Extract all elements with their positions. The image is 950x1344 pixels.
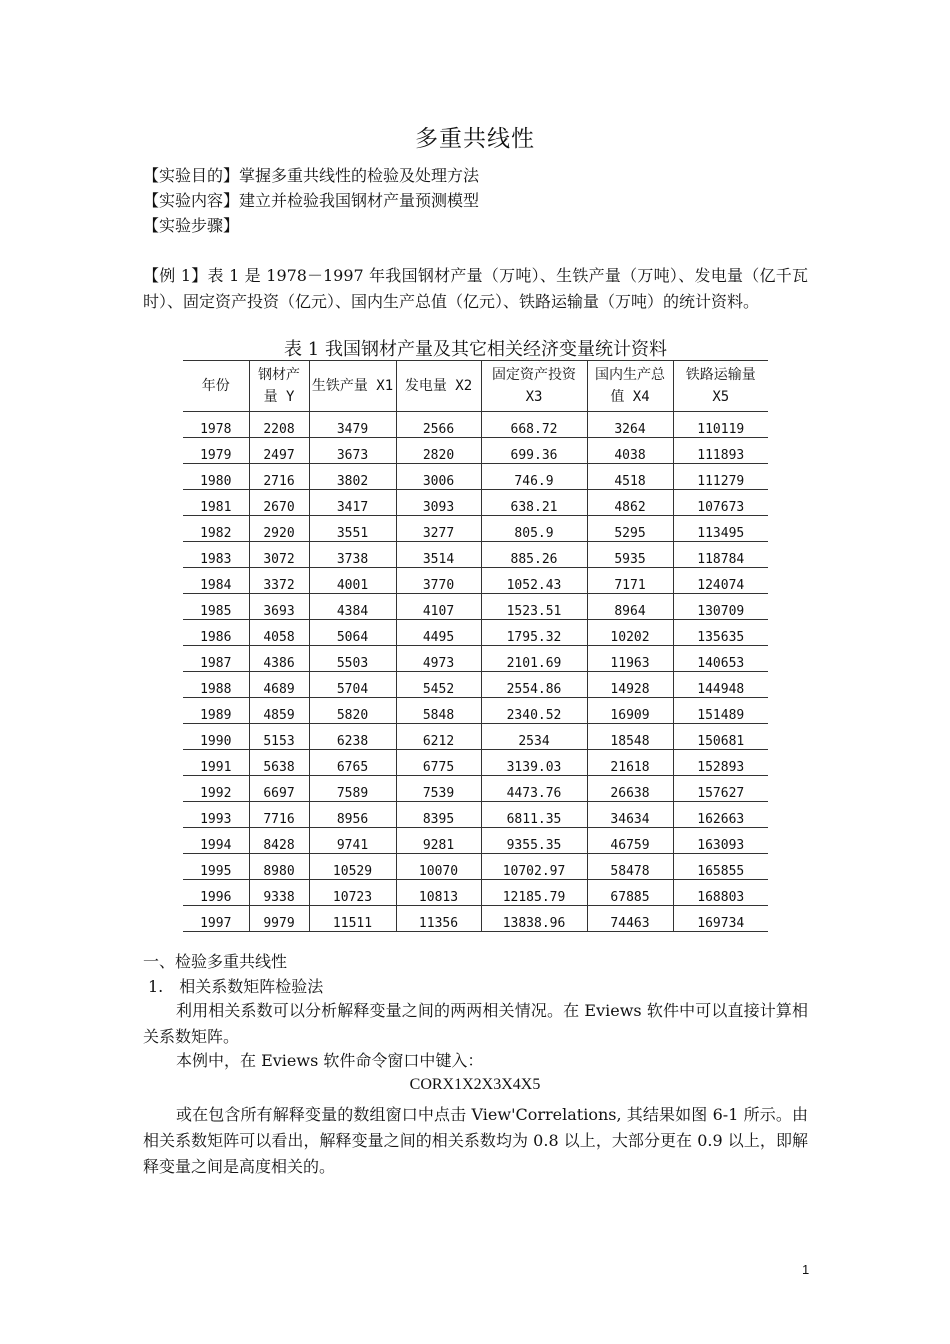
table-row (183, 594, 768, 620)
table-cell: 4473.76 (481, 776, 587, 802)
table-cell: 5153 (249, 724, 309, 750)
table-cell: 2670 (249, 490, 309, 516)
table-cell: 1978 (183, 412, 249, 438)
table-cell: 4495 (396, 620, 481, 646)
header-gdp: 国内生产总值 X4 (587, 361, 673, 412)
table-cell: 144948 (673, 672, 768, 698)
table-cell: 124074 (673, 568, 768, 594)
page-title: 多重共线性 (415, 126, 535, 152)
table-cell: 5452 (396, 672, 481, 698)
table-cell: 130709 (673, 594, 768, 620)
table-cell: 805.9 (481, 516, 587, 542)
table-cell: 638.21 (481, 490, 587, 516)
table-row (183, 490, 768, 516)
table-cell: 150681 (673, 724, 768, 750)
table-cell: 6765 (309, 750, 396, 776)
table-caption: 表 1 我国钢材产量及其它相关经济变量统计资料 (284, 339, 667, 360)
table-row (183, 776, 768, 802)
table-cell: 5638 (249, 750, 309, 776)
example-intro: 【例 1】表 1 是 1978－1997 年我国钢材产量（万吨）、生铁产量（万吨）、发电量（亿千瓦时）、固定资产投资（亿元）、国内生产总值（亿元）、铁路运输量（万吨）的统计资料。 (143, 266, 808, 311)
table-row (183, 750, 768, 776)
table-cell: 1981 (183, 490, 249, 516)
table-cell: 2208 (249, 412, 309, 438)
table-cell: 1992 (183, 776, 249, 802)
table-cell: 111893 (673, 438, 768, 464)
table-row (183, 438, 768, 464)
table-cell: 67885 (587, 880, 673, 906)
table-body (183, 412, 768, 932)
table-cell: 5935 (587, 542, 673, 568)
table-cell: 12185.79 (481, 880, 587, 906)
content-line: 【实验内容】建立并检验我国钢材产量预测模型 (143, 191, 480, 210)
table-cell: 2534 (481, 724, 587, 750)
table-cell: 152893 (673, 750, 768, 776)
header-steel: 钢材产量 Y (249, 361, 309, 412)
table-cell: 3277 (396, 516, 481, 542)
table-cell: 5064 (309, 620, 396, 646)
table-cell: 4859 (249, 698, 309, 724)
table-cell: 163093 (673, 828, 768, 854)
table-cell: 1990 (183, 724, 249, 750)
table-cell: 5848 (396, 698, 481, 724)
paragraph-command-intro: 本例中，在 Eviews 软件命令窗口中键入： (176, 1051, 484, 1070)
table-cell: 1993 (183, 802, 249, 828)
table-cell: 2101.69 (481, 646, 587, 672)
table-cell: 9979 (249, 906, 309, 932)
table-cell: 5820 (309, 698, 396, 724)
table-cell: 3072 (249, 542, 309, 568)
table-cell: 3802 (309, 464, 396, 490)
table-cell: 1997 (183, 906, 249, 932)
table-cell: 3417 (309, 490, 396, 516)
table-cell: 107673 (673, 490, 768, 516)
table-cell: 7589 (309, 776, 396, 802)
table-cell: 1986 (183, 620, 249, 646)
table-cell: 5704 (309, 672, 396, 698)
objective-line: 【实验目的】掌握多重共线性的检验及处理方法 (143, 166, 480, 185)
table-row (183, 646, 768, 672)
table-cell: 1985 (183, 594, 249, 620)
table-cell: 10813 (396, 880, 481, 906)
table-cell: 1996 (183, 880, 249, 906)
table-cell: 6697 (249, 776, 309, 802)
table-cell: 7171 (587, 568, 673, 594)
table-cell: 3738 (309, 542, 396, 568)
table-cell: 11356 (396, 906, 481, 932)
table-cell: 9281 (396, 828, 481, 854)
table-cell: 162663 (673, 802, 768, 828)
table-row (183, 880, 768, 906)
table-cell: 169734 (673, 906, 768, 932)
table-cell: 1994 (183, 828, 249, 854)
table-cell: 1991 (183, 750, 249, 776)
header-pig-iron: 生铁产量 X1 (309, 361, 396, 412)
table-cell: 135635 (673, 620, 768, 646)
header-investment: 固定资产投资 X3 (481, 361, 587, 412)
table-cell: 140653 (673, 646, 768, 672)
header-railway: 铁路运输量 X5 (673, 361, 768, 412)
table-cell: 21618 (587, 750, 673, 776)
table-cell: 168803 (673, 880, 768, 906)
table-cell: 6212 (396, 724, 481, 750)
table-cell: 4001 (309, 568, 396, 594)
table-cell: 151489 (673, 698, 768, 724)
table-cell: 1980 (183, 464, 249, 490)
table-cell: 14928 (587, 672, 673, 698)
table-cell: 9338 (249, 880, 309, 906)
table-cell: 4689 (249, 672, 309, 698)
table-row (183, 906, 768, 932)
table-row (183, 672, 768, 698)
table-cell: 2716 (249, 464, 309, 490)
table-row (183, 620, 768, 646)
table-cell: 1795.32 (481, 620, 587, 646)
table-cell: 5295 (587, 516, 673, 542)
table-cell: 3693 (249, 594, 309, 620)
table-cell: 13838.96 (481, 906, 587, 932)
table-cell: 668.72 (481, 412, 587, 438)
table-header-row (183, 361, 768, 412)
table-cell: 46759 (587, 828, 673, 854)
table-cell: 4862 (587, 490, 673, 516)
table-cell: 1983 (183, 542, 249, 568)
table-cell: 111279 (673, 464, 768, 490)
table-cell: 2920 (249, 516, 309, 542)
table-cell: 6238 (309, 724, 396, 750)
table-cell: 3514 (396, 542, 481, 568)
table-cell: 1987 (183, 646, 249, 672)
table-cell: 2340.52 (481, 698, 587, 724)
table-cell: 9741 (309, 828, 396, 854)
table-row (183, 802, 768, 828)
table-cell: 11511 (309, 906, 396, 932)
table-cell: 74463 (587, 906, 673, 932)
table-row (183, 828, 768, 854)
table-cell: 11963 (587, 646, 673, 672)
table-row (183, 516, 768, 542)
table-cell: 7716 (249, 802, 309, 828)
page-number: 1 (802, 1262, 810, 1277)
table-row (183, 854, 768, 880)
table-cell: 1988 (183, 672, 249, 698)
table-cell: 4973 (396, 646, 481, 672)
table-cell: 3479 (309, 412, 396, 438)
steps-line: 【实验步骤】 (143, 216, 240, 235)
table-cell: 8395 (396, 802, 481, 828)
table-cell: 6811.35 (481, 802, 587, 828)
table-cell: 8956 (309, 802, 396, 828)
table-row (183, 568, 768, 594)
table-row (183, 724, 768, 750)
table-cell: 4058 (249, 620, 309, 646)
table-cell: 10202 (587, 620, 673, 646)
table-cell: 2820 (396, 438, 481, 464)
table-cell: 2566 (396, 412, 481, 438)
table-cell: 10723 (309, 880, 396, 906)
table-cell: 885.26 (481, 542, 587, 568)
table-cell: 10529 (309, 854, 396, 880)
table-cell: 4518 (587, 464, 673, 490)
table-cell: 7539 (396, 776, 481, 802)
table-cell: 1982 (183, 516, 249, 542)
table-cell: 1984 (183, 568, 249, 594)
table-cell: 1979 (183, 438, 249, 464)
table-cell: 1989 (183, 698, 249, 724)
table-cell: 58478 (587, 854, 673, 880)
header-year: 年份 (183, 361, 249, 412)
table-cell: 4386 (249, 646, 309, 672)
table-cell: 3372 (249, 568, 309, 594)
table-row (183, 412, 768, 438)
table-cell: 8980 (249, 854, 309, 880)
table-cell: 699.36 (481, 438, 587, 464)
header-power: 发电量 X2 (396, 361, 481, 412)
table-cell: 5503 (309, 646, 396, 672)
table-cell: 10070 (396, 854, 481, 880)
table-cell: 9355.35 (481, 828, 587, 854)
table-cell: 3264 (587, 412, 673, 438)
table-cell: 3006 (396, 464, 481, 490)
table-cell: 6775 (396, 750, 481, 776)
table-cell: 118784 (673, 542, 768, 568)
command-text: CORX1X2X3X4X5 (409, 1076, 541, 1093)
table-cell: 8964 (587, 594, 673, 620)
table-cell: 1995 (183, 854, 249, 880)
table-cell: 157627 (673, 776, 768, 802)
paragraph-result: 或在包含所有解释变量的数组窗口中点击 View'Correlations, 其结果如图 6-1 所示。由相关系数矩阵可以看出，解释变量之间的相关系数均为 0.8 以上，大部分更在 0.9 以上，即解释变量之间是高度相关的。 (143, 1105, 808, 1176)
table-cell: 1523.51 (481, 594, 587, 620)
table-cell: 3673 (309, 438, 396, 464)
table-cell: 4107 (396, 594, 481, 620)
table-row (183, 464, 768, 490)
table-cell: 26638 (587, 776, 673, 802)
table-cell: 3551 (309, 516, 396, 542)
statistics-table (183, 360, 768, 932)
table-cell: 10702.97 (481, 854, 587, 880)
table-cell: 4038 (587, 438, 673, 464)
table-row (183, 542, 768, 568)
table-cell: 113495 (673, 516, 768, 542)
table-row (183, 698, 768, 724)
table-cell: 2554.86 (481, 672, 587, 698)
table-cell: 2497 (249, 438, 309, 464)
table-cell: 3139.03 (481, 750, 587, 776)
paragraph-correlation: 利用相关系数可以分析解释变量之间的两两相关情况。在 Eviews 软件中可以直接计算相关系数矩阵。 (143, 1001, 808, 1046)
section-heading: 一、检验多重共线性 (143, 952, 288, 971)
table-cell: 3770 (396, 568, 481, 594)
table-cell: 34634 (587, 802, 673, 828)
subsection-heading: 1. 相关系数矩阵检验法 (148, 977, 324, 996)
table-cell: 110119 (673, 412, 768, 438)
table-cell: 4384 (309, 594, 396, 620)
table-cell: 746.9 (481, 464, 587, 490)
table-cell: 1052.43 (481, 568, 587, 594)
table-cell: 3093 (396, 490, 481, 516)
table-cell: 165855 (673, 854, 768, 880)
table-cell: 8428 (249, 828, 309, 854)
table-cell: 18548 (587, 724, 673, 750)
table-cell: 16909 (587, 698, 673, 724)
